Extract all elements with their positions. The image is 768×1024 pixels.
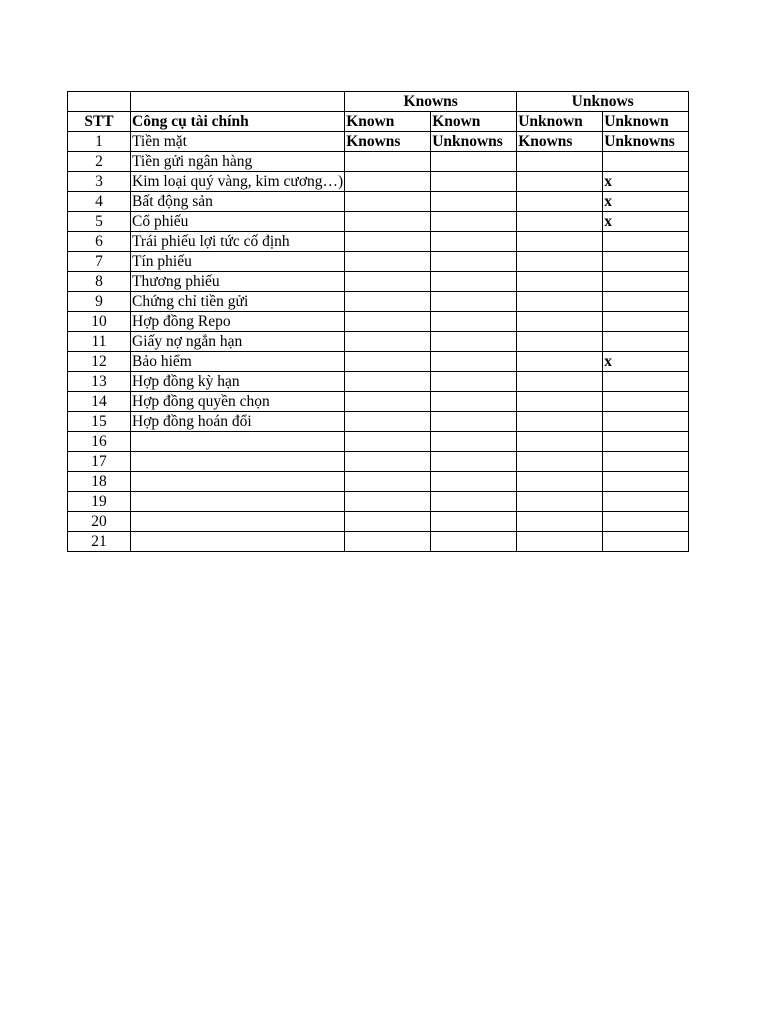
instrument-name: Hợp đồng hoán đổi (132, 413, 252, 430)
empty-corner-cell[interactable] (68, 92, 131, 112)
mark-cell[interactable] (517, 432, 603, 452)
mark-cell[interactable] (431, 452, 517, 472)
table-row (68, 492, 689, 512)
mark-cell[interactable] (431, 152, 517, 172)
mark-cell[interactable] (431, 232, 517, 252)
instrument-cell[interactable] (131, 172, 345, 192)
mark-cell[interactable] (603, 272, 689, 292)
instrument-name: Hợp đồng quyền chọn (132, 393, 270, 410)
mark-cell[interactable] (345, 372, 431, 392)
column-header-row (68, 112, 689, 132)
mark-cell[interactable] (603, 472, 689, 492)
mark-cell[interactable] (517, 232, 603, 252)
mark-cell[interactable] (431, 312, 517, 332)
instrument-cell[interactable] (131, 532, 345, 552)
mark-cell[interactable] (431, 192, 517, 212)
instrument-name: Tiền gửi ngân hàng (132, 153, 253, 170)
mark-cell[interactable] (345, 472, 431, 492)
table-row (68, 472, 689, 492)
mark-cell[interactable] (517, 192, 603, 212)
unknown-header-1[interactable]: Unknown (517, 112, 603, 132)
mark-cell[interactable] (345, 432, 431, 452)
table-row (68, 332, 689, 352)
mark-cell[interactable] (517, 532, 603, 552)
mark-cell[interactable] (345, 212, 431, 232)
mark-cell[interactable] (517, 212, 603, 232)
instrument-cell[interactable] (131, 432, 345, 452)
mark-cell[interactable] (603, 432, 689, 452)
instrument-name: Tín phiếu (132, 253, 192, 270)
table-row (68, 352, 689, 372)
instrument-cell[interactable] (131, 412, 345, 432)
mark-cell[interactable] (431, 212, 517, 232)
mark-cell[interactable] (345, 152, 431, 172)
knowns-group-header[interactable]: Knowns (345, 92, 517, 112)
table-row (68, 312, 689, 332)
instrument-name: Tiền mặt (132, 133, 187, 150)
mark-cell[interactable] (517, 252, 603, 272)
instrument-cell[interactable] (131, 512, 345, 532)
mark-cell[interactable] (345, 312, 431, 332)
instrument-name: Chứng chỉ tiền gửi (132, 293, 249, 310)
instrument-name: Giấy nợ ngắn hạn (132, 333, 243, 350)
instrument-cell[interactable] (131, 252, 345, 272)
mark-cell[interactable]: x (603, 192, 689, 212)
instrument-name: Hợp đồng Repo (132, 313, 231, 330)
table-row (68, 392, 689, 412)
table-row (68, 152, 689, 172)
instrument-cell[interactable] (131, 372, 345, 392)
instrument-name: Hợp đồng kỳ hạn (132, 373, 240, 390)
mark-cell[interactable] (517, 272, 603, 292)
instrument-cell[interactable] (131, 232, 345, 252)
table-row (68, 232, 689, 252)
instrument-cell[interactable] (131, 292, 345, 312)
mark-cell[interactable] (603, 252, 689, 272)
instrument-cell[interactable] (131, 352, 345, 372)
empty-corner-cell[interactable] (131, 92, 345, 112)
mark-cell[interactable] (431, 352, 517, 372)
mark-cell[interactable] (431, 392, 517, 412)
instrument-header[interactable]: Công cụ tài chính (131, 112, 345, 132)
mark-cell[interactable] (345, 272, 431, 292)
table-row (68, 412, 689, 432)
mark-cell[interactable] (603, 372, 689, 392)
table-row (68, 532, 689, 552)
mark-cell[interactable] (603, 152, 689, 172)
instrument-cell[interactable] (131, 152, 345, 172)
mark-cell[interactable] (345, 292, 431, 312)
stt-cell[interactable]: 12 (68, 352, 131, 372)
group-header-row (68, 92, 689, 112)
mark-cell[interactable] (431, 492, 517, 512)
mark-cell[interactable] (345, 252, 431, 272)
mark-cell[interactable] (517, 332, 603, 352)
mark-cell[interactable] (431, 532, 517, 552)
stt-cell[interactable]: 17 (68, 452, 131, 472)
stt-cell[interactable]: 14 (68, 392, 131, 412)
mark-cell[interactable]: x (603, 212, 689, 232)
stt-cell[interactable]: 21 (68, 532, 131, 552)
table-row (68, 432, 689, 452)
table-row (68, 512, 689, 532)
mark-cell[interactable] (431, 512, 517, 532)
stt-cell[interactable]: 11 (68, 332, 131, 352)
known-header-2[interactable]: Known (431, 112, 517, 132)
table-row (68, 272, 689, 292)
mark-cell[interactable] (431, 272, 517, 292)
stt-cell[interactable]: 20 (68, 512, 131, 532)
stt-cell[interactable]: 19 (68, 492, 131, 512)
mark-cell[interactable]: x (603, 352, 689, 372)
subheader-cell[interactable]: Knowns (345, 132, 431, 152)
instrument-name: Bảo hiểm (132, 353, 192, 370)
instrument-cell[interactable] (131, 332, 345, 352)
subheader-cell[interactable]: Unknowns (603, 132, 689, 152)
table-row (68, 212, 689, 232)
mark-cell[interactable] (517, 452, 603, 472)
subheader-cell[interactable]: Unknowns (431, 132, 517, 152)
mark-cell[interactable] (603, 532, 689, 552)
stt-cell[interactable]: 4 (68, 192, 131, 212)
table-row (68, 292, 689, 312)
stt-cell[interactable]: 8 (68, 272, 131, 292)
mark-cell[interactable] (517, 352, 603, 372)
mark-cell[interactable] (603, 332, 689, 352)
instrument-name: Kim loại quý vàng, kim cương…) (132, 173, 344, 190)
mark-cell[interactable] (517, 372, 603, 392)
table-row (68, 252, 689, 272)
mark-cell[interactable] (431, 252, 517, 272)
unknowns-group-header[interactable]: Unknows (517, 92, 689, 112)
instrument-cell[interactable] (131, 492, 345, 512)
mark-cell[interactable] (431, 292, 517, 312)
stt-cell[interactable]: 2 (68, 152, 131, 172)
mark-cell[interactable] (517, 392, 603, 412)
stt-cell[interactable]: 10 (68, 312, 131, 332)
stt-cell[interactable]: 15 (68, 412, 131, 432)
stt-cell[interactable]: 6 (68, 232, 131, 252)
mark-cell[interactable] (431, 172, 517, 192)
mark-cell[interactable] (431, 412, 517, 432)
mark-cell[interactable] (603, 312, 689, 332)
mark-cell[interactable] (603, 452, 689, 472)
mark-cell[interactable] (431, 372, 517, 392)
instrument-name: Cổ phiếu (132, 213, 189, 230)
known-header-1[interactable]: Known (345, 112, 431, 132)
mark-cell[interactable] (517, 152, 603, 172)
mark-cell[interactable] (603, 412, 689, 432)
mark-cell[interactable] (517, 472, 603, 492)
mark-cell[interactable]: x (603, 172, 689, 192)
stt-cell[interactable]: 5 (68, 212, 131, 232)
mark-cell[interactable] (345, 532, 431, 552)
instrument-cell[interactable] (131, 452, 345, 472)
mark-cell[interactable] (345, 332, 431, 352)
mark-cell[interactable] (517, 312, 603, 332)
stt-cell[interactable]: 18 (68, 472, 131, 492)
mark-cell[interactable] (603, 492, 689, 512)
table-row (68, 172, 689, 192)
mark-cell[interactable] (603, 392, 689, 412)
financial-instruments-table (67, 91, 689, 552)
mark-cell[interactable] (345, 512, 431, 532)
instrument-name: Thương phiếu (132, 273, 220, 290)
instrument-cell[interactable] (131, 312, 345, 332)
mark-cell[interactable] (345, 492, 431, 512)
mark-cell[interactable] (517, 412, 603, 432)
mark-cell[interactable] (517, 292, 603, 312)
mark-cell[interactable] (431, 472, 517, 492)
mark-cell[interactable] (603, 232, 689, 252)
stt-cell[interactable]: 9 (68, 292, 131, 312)
stt-cell[interactable]: 3 (68, 172, 131, 192)
mark-cell[interactable] (603, 292, 689, 312)
mark-cell[interactable] (345, 392, 431, 412)
stt-cell[interactable]: 13 (68, 372, 131, 392)
stt-cell[interactable]: 7 (68, 252, 131, 272)
table-row (68, 192, 689, 212)
instrument-cell[interactable] (131, 472, 345, 492)
mark-cell[interactable] (345, 192, 431, 212)
mark-cell[interactable] (345, 172, 431, 192)
instrument-cell[interactable] (131, 392, 345, 412)
instrument-cell[interactable] (131, 272, 345, 292)
unknown-header-2[interactable]: Unknown (603, 112, 689, 132)
instrument-name: Bất động sản (132, 193, 213, 210)
instrument-cell[interactable] (131, 192, 345, 212)
table-row (68, 372, 689, 392)
mark-cell[interactable] (345, 452, 431, 472)
mark-cell[interactable] (345, 232, 431, 252)
instrument-name: Trái phiếu lợi tức cố định (132, 233, 290, 250)
mark-cell[interactable] (517, 492, 603, 512)
stt-header[interactable]: STT (68, 112, 131, 132)
mark-cell[interactable] (517, 172, 603, 192)
table-row (68, 452, 689, 472)
mark-cell[interactable] (431, 332, 517, 352)
mark-cell[interactable] (603, 512, 689, 532)
instrument-cell[interactable] (131, 132, 345, 152)
stt-cell[interactable]: 16 (68, 432, 131, 452)
table-row (68, 132, 689, 152)
stt-cell[interactable]: 1 (68, 132, 131, 152)
mark-cell[interactable] (345, 412, 431, 432)
instrument-cell[interactable] (131, 212, 345, 232)
mark-cell[interactable] (345, 352, 431, 372)
mark-cell[interactable] (517, 512, 603, 532)
subheader-cell[interactable]: Knowns (517, 132, 603, 152)
mark-cell[interactable] (431, 432, 517, 452)
